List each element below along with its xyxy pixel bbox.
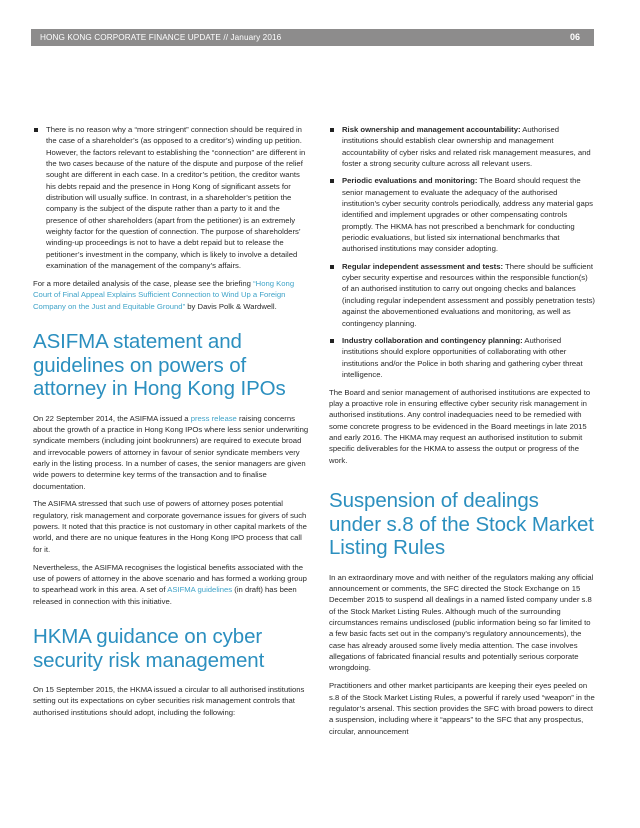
suspension-paragraph-2: Practitioners and other market participants are keeping their eyes peeled on s.8 of the Stock Market Listing Rules, a powerful if rarely used “weapon” in the regulator’s arsenal. This section provides the SFC with broad powers to direct a suspension, including where it “appears” to the SFC that any prospectus, circular, announcement	[329, 681, 595, 736]
asifma-paragraph-3: Nevertheless, the ASIFMA recognises the logistical benefits associated with the use of powers of attorney in the above scenario and has formed a working group to spearhead work in this area. A set of ASIFMA guidelines (in draft) has been released in connection with this initiative.	[33, 562, 307, 606]
list-item: Periodic evaluations and monitoring: The Board should request the senior management to evaluate the adequacy of the authorised institution’s cyber security controls periodically, address any material gaps identified and implement upgrades or other compensating controls promptly. The HKMA has not prescribed a benchmark for conducting periodic evaluations, but listed six international benchmarks that authorised institutions may consider adopting.	[329, 175, 595, 254]
left-bullet-list	[33, 124, 310, 271]
asifma-guidelines-link[interactable]: ASIFMA guidelines	[167, 585, 233, 595]
publication-title: HONG KONG CORPORATE FINANCE UPDATE // January 2016	[40, 33, 282, 42]
asifma-heading: ASIFMA statement and guidelines on powers of attorney in Hong Kong IPOs	[33, 330, 286, 400]
hkma-paragraph: On 15 September 2015, the HKMA issued a circular to all authorised institutions setting out its expectations on cyber securities risk management controls that authorised institutions should adopt, including the following:	[33, 685, 305, 717]
press-release-link[interactable]: press release	[190, 413, 237, 423]
list-item: Industry collaboration and contingency planning: Authorised institutions should explore opportunities of collaborating with other institutions and/or the Police in both sharing and gathering cyber threat intelligence.	[329, 335, 595, 380]
list-item: Risk ownership and management accountability: Authorised institutions should establish clear ownership and management accountability of cyber risks and related risk management measures, and foster a strong security culture across all relevant users.	[329, 124, 595, 169]
board-paragraph: The Board and senior management of authorised institutions are expected to play a proactive role in ensuring effective cyber security risk management in authorised institutions. Any control inadequacies need to be remedied with some concrete progress to be evidenced in the Board meetings in late 2015 and early 2016. The HKMA may request an authorised institution to submit specific deliverables for the HKMA to assess the output or progress of the work.	[329, 387, 591, 465]
page-number: 06	[569, 32, 580, 42]
asifma-paragraph-2: The ASIFMA stressed that such use of powers of attorney poses potential regulatory, risk management and corporate governance issues for givers of such powers. It noted that this practice is not customary in other capital markets of the world, and there are no unique features in the Hong Kong IPO process that call for it.	[33, 499, 307, 554]
briefing-link[interactable]: “Hong Kong Court of Final Appeal Explains Sufficient Connection to Wind Up a Foreign Company on the Just and Equitable Ground”	[33, 278, 295, 311]
list-item: Regular independent assessment and tests: There should be sufficient cyber security expertise and resources within the responsible function(s) of an authorised institution to carry out ongoing checks and balances (including regular independent assessment and possibly penetration tests) against the abovementioned evaluations and monitoring, as well as contingency planning.	[329, 261, 595, 329]
briefing-paragraph: For a more detailed analysis of the case, please see the briefing “Hong Kong Court of Final Appeal Explains Sufficient Connection to Wind Up a Foreign Company on the Just and Equitable Ground” by Davis Polk & Wardwell.	[33, 278, 295, 311]
suspension-paragraph-1: In an extraordinary move and with neither of the regulators making any official announcement or comments, the SFC directed the Stock Exchange on 15 December 2015 to suspend all dealings in a named listed company under s.8 of the Stock Market Listing Rules. Although much of the surrounding circumstances remains undisclosed (public information being so far limited to a few basic facts set out in the company’s regulatory announcements), the case has already aroused some lively media attention. The case involves allegations of fabricated financial results and potentially serious corporate wrongdoing.	[329, 572, 594, 673]
hkma-heading: HKMA guidance on cyber security risk management	[33, 625, 265, 672]
left-column	[33, 124, 310, 725]
page-header-bar	[31, 29, 594, 46]
suspension-heading: Suspension of dealings under s.8 of the Stock Market Listing Rules	[329, 489, 594, 560]
right-column	[329, 124, 595, 743]
list-item: There is no reason why a “more stringent” connection should be required in the case of a shareholder’s (as opposed to a creditor’s) winding up petition. However, the factors relevant to establishing the “connection” are different in the two cases because of the nature of the dispute and purpose of the relief sought are different in each case. In a creditor’s petition, the creditor wants his debts repaid and the presence in Hong Kong of significant assets for distribution will usually suffice. In contrast, in a shareholder’s petition the company is the subject of the dispute rather than a party to it and the presence of other shareholders (apart from the petitioner) is an extremely weighty factor for the question of connection. The purpose of shareholders’ winding-up proceedings is not to have a debt repaid but to release the petitioner’s investment in the company, which is likely to involve a detailed examination of the management of the company’s affairs.	[33, 124, 310, 271]
cyber-bullet-list	[329, 124, 595, 380]
asifma-paragraph-1: On 22 September 2014, the ASIFMA issued a press release raising concerns about the growth of a practice in Hong Kong IPOs where less senior underwriting syndicate members (including joint bookrunners) are required to execute broad and irrevocable powers of attorney in favour of senior syndicate members very early in the listing process. In a number of cases, the senior managers are given wide powers to determine key terms of the transaction and to finalise documentation.	[33, 413, 309, 491]
